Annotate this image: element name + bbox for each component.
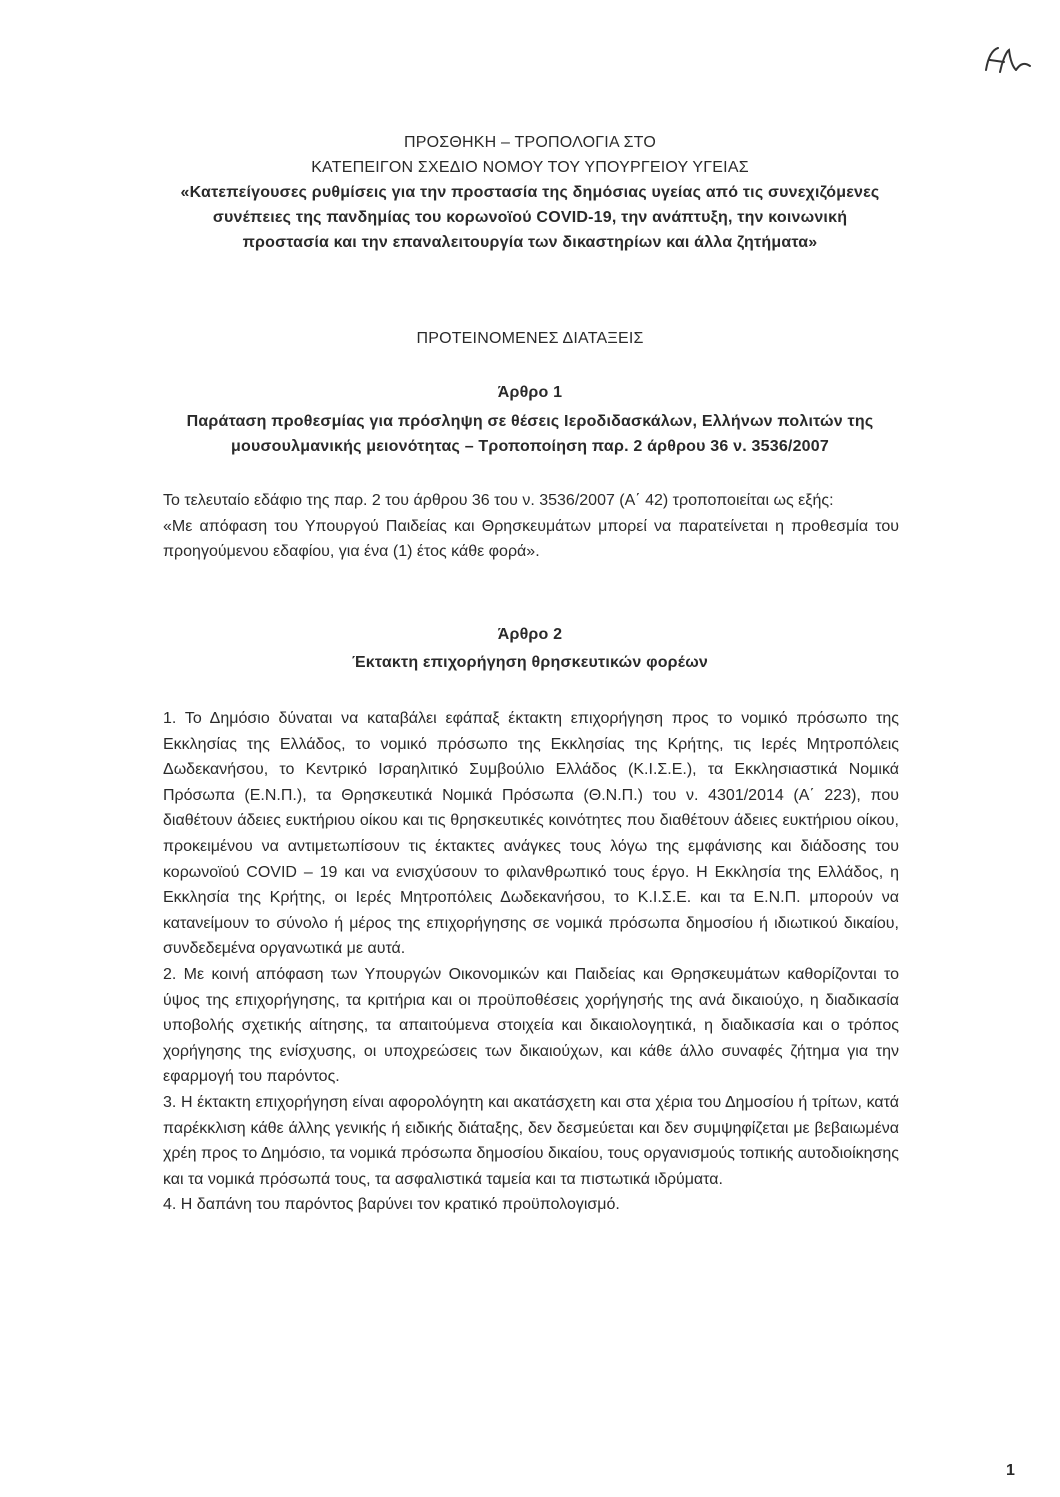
document-heading (150, 130, 910, 255)
bill-title-line-3: προστασία και την επαναλειτουργία των δικαστηρίων και άλλα ζητήματα» (242, 234, 818, 251)
article-1-body (163, 488, 899, 565)
page-number: 1 (1006, 1462, 1015, 1479)
article-1-title-line-1: Παράταση προθεσμίας για πρόσληψη σε θέσεις Ιεροδιδασκάλων, Ελλήνων πολιτών της (186, 413, 874, 430)
article-1-label: Άρθρο 1 (497, 384, 563, 401)
section-title (150, 326, 910, 351)
article-2-label: Άρθρο 2 (497, 626, 563, 643)
article-1-title-line-2: μουσουλμανικής μειονότητας – Τροποποίηση παρ. 2 άρθρου 36 ν. 3536/2007 (231, 438, 829, 455)
article-1-paragraph-2: «Με απόφαση του Υπουργού Παιδείας και Θρησκευμάτων μπορεί να παρατείνεται η προθεσμία του προηγούμενου εδαφίου, για ένα (1) έτος κάθε φορά». (163, 517, 899, 561)
article-2-paragraph-2: 2. Με κοινή απόφαση των Υπουργών Οικονομικών και Παιδείας και Θρησκευμάτων καθορίζονται το ύψος της επιχορήγησης, τα κριτήρια και οι προϋποθέσεις χορήγησής της ανά δικαιούχο, η διαδικασία υποβολής σχετικής αίτησης, τα απαιτούμενα στοιχεία και δικαιολογητικά, η διαδικασία και ο τρόπος χορήγησης της ενίσχυσης, οι υποχρεώσεις των δικαιούχων, και κάθε άλλο συναφές ζήτημα για την εφαρμογή του παρόντος. (163, 965, 899, 1086)
article-1-header (150, 380, 910, 459)
article-1-paragraph-1: Το τελευταίο εδάφιο της παρ. 2 του άρθρου 36 του ν. 3536/2007 (Α΄ 42) τροποποιείται ως εξής: (163, 492, 834, 509)
handwritten-signature (978, 40, 1038, 80)
article-2-header (150, 622, 910, 675)
section-title-text: ΠΡΟΤΕΙΝΟΜΕΝΕΣ ΔΙΑΤΑΞΕΙΣ (416, 330, 644, 347)
article-2-paragraph-1: 1. Το Δημόσιο δύναται να καταβάλει εφάπαξ έκτακτη επιχορήγηση προς το νομικό πρόσωπο της Εκκλησίας της Ελλάδος, το νομικό πρόσωπο της Εκκλησίας της Κρήτης, τις Ιερές Μητροπόλεις Δωδεκανήσου, το Κεντρικό Ισραηλιτικό Συμβούλιο Ελλάδος (Κ.Ι.Σ.Ε.), τα Εκκλησιαστικά Νομικά Πρόσωπα (Ε.Ν.Π.), τα Θρησκευτικά Νομικά Πρόσωπα (Θ.Ν.Π.) του ν. 4301/2014 (Α΄ 223), που διαθέτουν άδειες ευκτήριου οίκου και τις θρησκευτικές κοινότητες που διαθέτουν άδειες ευκτήριου οίκου, προκειμένου να αντιμετωπίσουν τις έκτακτες ανάγκες τους λόγω της εμφάνισης και διάδοσης του κορωνοϊού COVID – 19 και να ενισχύσουν το φιλανθρωπικό τους έργο. Η Εκκλησία της Ελλάδος, η Εκκλησία της Κρήτης, οι Ιερές Μητροπόλεις Δωδεκανήσου, το Κ.Ι.Σ.Ε. και τα Ε.Ν.Π. μπορούν να κατανείμουν το σύνολο ή μέρος της επιχορήγησης σε νομικά πρόσωπα δημοσίου ή ιδιωτικού δικαίου, συνδεδεμένα οργανωτικά με αυτά. (163, 710, 899, 958)
heading-line-1: ΠΡΟΣΘΗΚΗ – ΤΡΟΠΟΛΟΓΙΑ ΣΤΟ (404, 134, 656, 151)
bill-title-line-2: συνέπειες της πανδημίας του κορωνοϊού COVID-19, την ανάπτυξη, την κοινωνική (212, 209, 848, 226)
bill-title-line-1: «Κατεπείγουσες ρυθμίσεις για την προστασία της δημόσιας υγείας από τις συνεχιζόμενες (180, 184, 880, 201)
article-2-title: Έκτακτη επιχορήγηση θρησκευτικών φορέων (351, 654, 709, 671)
article-2-body (163, 706, 899, 1218)
article-2-paragraph-4: 4. Η δαπάνη του παρόντος βαρύνει τον κρατικό προϋπολογισμό. (163, 1196, 620, 1214)
heading-line-2: ΚΑΤΕΠΕΙΓΟΝ ΣΧΕΔΙΟ ΝΟΜΟΥ ΤΟΥ ΥΠΟΥΡΓΕΙΟΥ ΥΓΕΙΑΣ (311, 159, 749, 176)
article-2-paragraph-3: 3. Η έκτακτη επιχορήγηση είναι αφορολόγητη και ακατάσχετη και στα χέρια του Δημοσίου ή τρίτων, κατά παρέκκλιση κάθε άλλης γενικής ή ειδικής διάταξης, δεν δεσμεύεται και δεν συμψηφίζεται με βεβαιωμένα χρέη προς το Δημόσιο, τα νομικά πρόσωπα δημοσίου δικαίου, τους οργανισμούς τοπικής αυτοδιοίκησης και τα νομικά πρόσωπά τους, τα ασφαλιστικά ταμεία και τα πιστωτικά ιδρύματα. (163, 1093, 899, 1188)
